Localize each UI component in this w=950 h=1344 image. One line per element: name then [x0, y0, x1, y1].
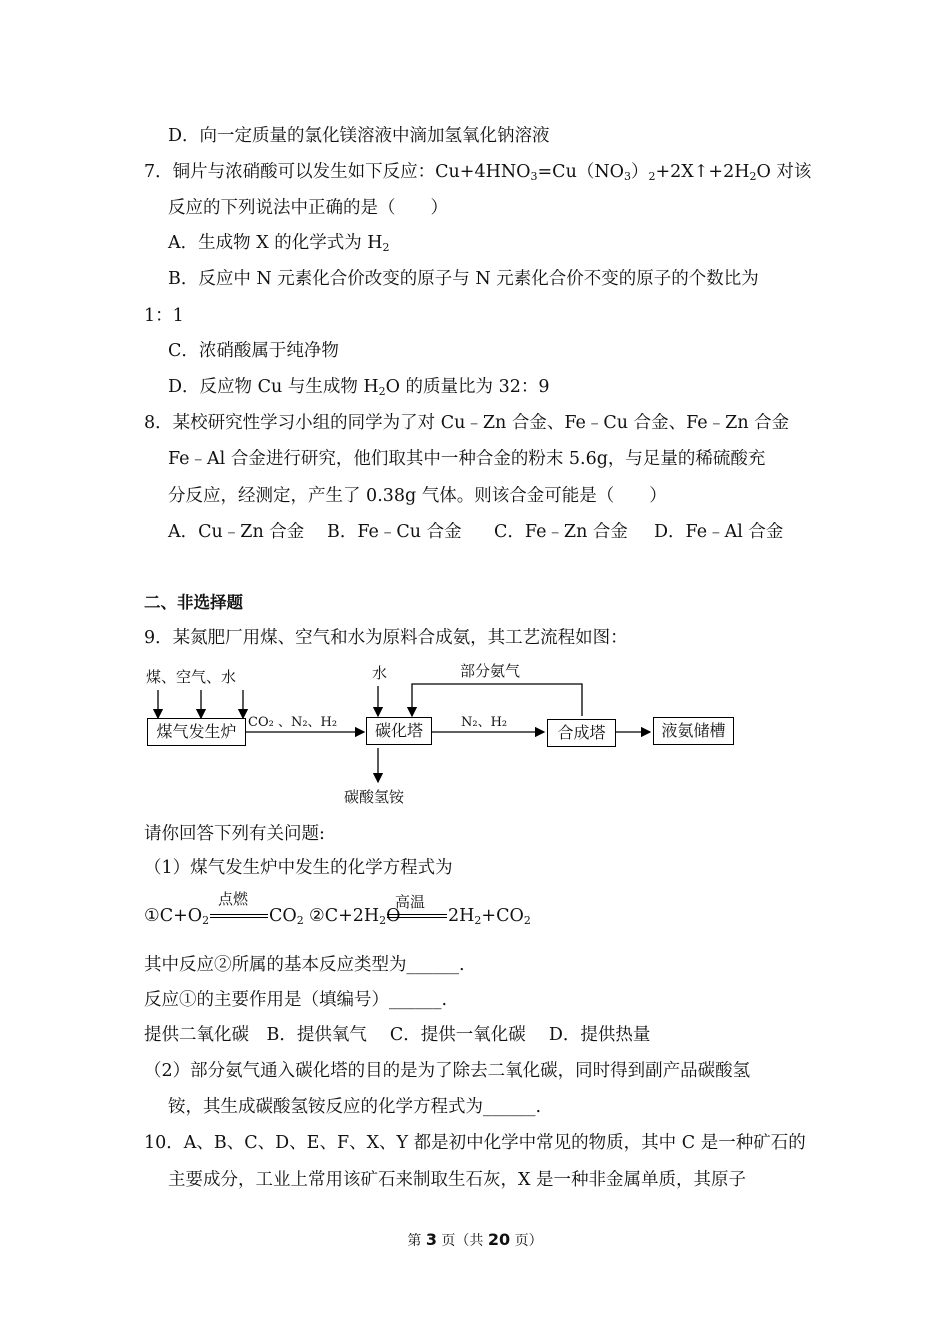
q7-stem-line2: 反应的下列说法中正确的是（ ） — [168, 198, 448, 218]
q7-option-c: C．浓硝酸属于纯净物 — [168, 341, 339, 361]
q7-option-d: D．反应物 Cu 与生成物 $H_2O$ 的质量比为 32：9 — [168, 377, 550, 398]
page-footer: 第 3 页（共 20 页） — [407, 1230, 543, 1249]
flow-label-1: CO₂ 、N₂、H₂ — [248, 715, 338, 730]
ammonia-tank-box: 液氨储槽 — [653, 717, 734, 745]
q8-option-b: B．Fe﹣Cu 合金 — [327, 522, 462, 542]
recycle-label: 部分氨气 — [460, 662, 521, 680]
q8-stem-line1: 8．某校研究性学习小组的同学为了对 Cu﹣Zn 合金、Fe﹣Cu 合金、Fe﹣Zn 合金 — [144, 413, 790, 433]
q8-option-c: C．Fe﹣Zn 合金 — [494, 522, 628, 542]
equation-1-right: $CO_2$ — [269, 906, 304, 927]
q9-part2-line2: 铵，其生成碳酸氢铵反应的化学方程式为______. — [168, 1097, 542, 1117]
q8-stem-line3: 分反应，经测定，产生了 0.38g 气体。则该合金可能是（ ） — [168, 486, 667, 506]
q8-option-a: A．Cu﹣Zn 合金 — [168, 522, 305, 542]
q7-option-b: B．反应中 N 元素化合价改变的原子与 N 元素化合价不变的原子的个数比为 — [168, 269, 759, 289]
carbonization-tower-box: 碳化塔 — [366, 717, 432, 745]
equation-2-left: $②C+2H_2O$ — [309, 906, 401, 927]
q9-part1-a: 其中反应②所属的基本反应类型为______. — [144, 955, 465, 975]
q7-stem-line1: 7．铜片与浓硝酸可以发生如下反应：$Cu+4HNO_3=Cu(NO_3)_2+2X↑+2H_2O$ 对该 — [144, 162, 812, 183]
q8-stem-line2: Fe﹣Al 合金进行研究，他们取其中一种合金的粉末 5.6g，与足量的稀硫酸充 — [168, 449, 766, 469]
page-number: 3 — [425, 1230, 437, 1249]
product-label: 碳酸氢铵 — [344, 788, 405, 806]
q9-ask: 请你回答下列有关问题: — [144, 824, 325, 844]
q9-part2-line1: （2）部分氨气通入碳化塔的目的是为了除去二氧化碳，同时得到副产品碳酸氢 — [144, 1061, 751, 1081]
equation-2-condition: 高温 — [395, 893, 426, 911]
flow-label-2: N₂、H₂ — [461, 715, 508, 730]
gas-generator-box: 煤气发生炉 — [147, 718, 246, 746]
equation-2-sign — [387, 914, 447, 918]
q9-part1-options: 提供二氧化碳 B．提供氧气 C．提供一氧化碳 D．提供热量 — [144, 1025, 651, 1045]
q9-part1: （1）煤气发生炉中发生的化学方程式为 — [144, 858, 453, 878]
q9-stem: 9．某氮肥厂用煤、空气和水为原料合成氨，其工艺流程如图： — [144, 628, 628, 648]
page-total: 20 — [487, 1230, 511, 1249]
section-title: 二、非选择题 — [144, 593, 243, 612]
synthesis-tower-box: 合成塔 — [547, 719, 616, 747]
equation-1-condition: 点燃 — [218, 890, 249, 908]
q10-stem-line2: 主要成分，工业上常用该矿石来制取生石灰，X 是一种非金属单质，其原子 — [168, 1170, 747, 1190]
equation-1-left: $①C+O_2$ — [144, 906, 210, 927]
q10-stem-line1: 10．A、B、C、D、E、F、X、Y 都是初中化学中常见的物质，其中 C 是一种矿石的 — [144, 1133, 806, 1153]
water-label: 水 — [372, 664, 388, 682]
q9-part1-b: 反应①的主要作用是（填编号）______. — [144, 990, 448, 1010]
q8-option-d: D．Fe﹣Al 合金 — [654, 522, 784, 542]
inputs-label: 煤、空气、水 — [146, 668, 237, 686]
q7-option-b-cont: 1：1 — [144, 306, 184, 326]
q6-option-d: D．向一定质量的氯化镁溶液中滴加氢氧化钠溶液 — [168, 126, 550, 146]
q7-option-a: A．生成物 X 的化学式为 $H_2$ — [168, 233, 390, 254]
equation-1-sign — [210, 914, 268, 918]
equation-2-right: $2H_2+CO_2$ — [448, 906, 531, 927]
